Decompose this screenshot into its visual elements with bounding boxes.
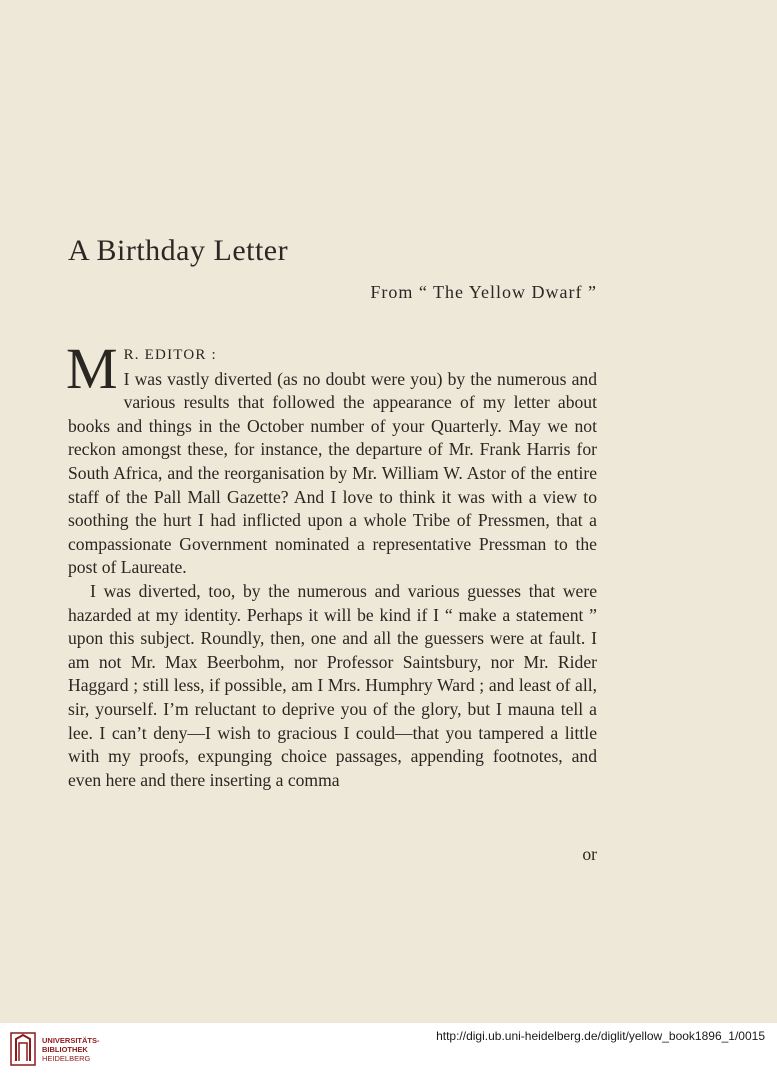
drop-cap: M — [66, 336, 118, 401]
source-url[interactable]: http://digi.ub.uni-heidelberg.de/diglit/yellow_book1896_1/0015 — [436, 1029, 765, 1043]
catchword: or — [582, 844, 597, 864]
article-body — [66, 336, 597, 792]
paragraph-2 — [68, 580, 597, 792]
footer-bar — [0, 1023, 777, 1078]
library-logo[interactable] — [10, 1031, 100, 1067]
library-emblem-icon — [10, 1031, 36, 1067]
logo-line-3: HEIDELBERG — [42, 1053, 91, 1063]
salutation: R. EDITOR : — [123, 347, 217, 363]
logo-line-1: UNIVERSITÄTS- — [42, 1035, 100, 1045]
library-name — [42, 1036, 100, 1063]
paragraph-1 — [66, 336, 597, 580]
article-subtitle: From “ The Yellow Dwarf ” — [370, 282, 597, 302]
paragraph-2-text: I was diverted, too, by the numerous and various guesses that were hazarded at my identity. Perhaps it will be kind if I “ make a statement ” upon this subject. Roundly, then, one and all the guessers were at fault. I am not Mr. Max Beerbohm, nor Professor Saintsbury, nor Mr. Rider Haggard ; still less, if possible, am I Mrs. Humphry Ward ; and least of all, sir, yourself. I’m reluctant to deprive you of the glory, but I mauna tell a lee. I can’t deny—I wish to gracious I could—that you tampered a little with my proofs, expunging choice passages, appending footnotes, and even here and there inserting a comma — [68, 580, 597, 790]
paragraph-1-text: I was vastly diverted (as no doubt were you) by the numerous and various results that followed the appearance of my letter about books and things in the October number of your Quarterly. May we not reckon amongst these, for instance, the departure of Mr. Frank Harris for South Africa, and the reorganisation by Mr. William W. Astor of the entire staff of the Pall Mall Gazette? And I love to think it was with a view to soothing the hurt I had inflicted upon a whole Tribe of Pressmen, that a compassionate Government nominated a representative Pressman to the post of Laureate. — [68, 368, 597, 578]
logo-line-2: BIBLIOTHEK — [42, 1044, 88, 1054]
article-title: A Birthday Letter — [68, 234, 289, 267]
